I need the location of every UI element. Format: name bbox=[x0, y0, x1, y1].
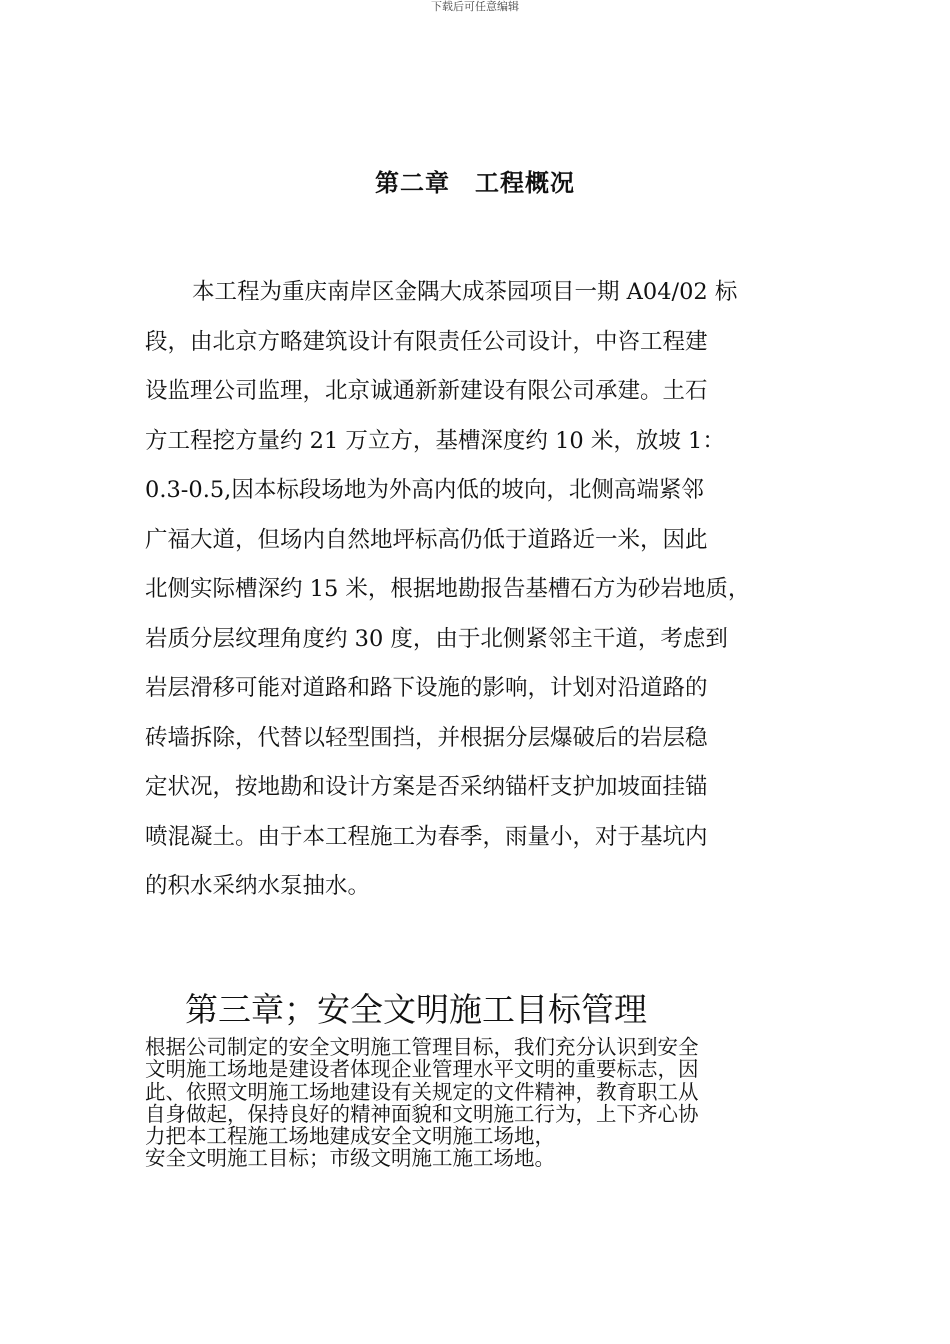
paragraph-line: 本工程为重庆南岸区金隅大成茶园项目一期 A04/02 标 bbox=[192, 279, 738, 305]
paragraph-line: 砖墙拆除，代替以轻型围挡，并根据分层爆破后的岩层稳 bbox=[145, 724, 708, 751]
paragraph-line: 定状况，按地勘和设计方案是否采纳锚杆支护加坡面挂锚 bbox=[145, 774, 708, 800]
paragraph-line: 的积水采纳水泵抽水。 bbox=[145, 873, 371, 899]
paragraph-line: 喷混凝土。由于本工程施工为春季，雨量小，对于基坑内 bbox=[145, 823, 708, 850]
chapter-2-heading: 第二章 工程概况 bbox=[375, 169, 575, 197]
chapter-3-paragraph bbox=[145, 1036, 835, 1170]
paragraph-line: 此、依照文明施工场地建设有关规定的文件精神，教育职工从 bbox=[145, 1079, 699, 1104]
page-header-note: 下载后可任意编辑 bbox=[431, 0, 519, 13]
paragraph-line: 根据公司制定的安全文明施工管理目标，我们充分认识到安全 bbox=[145, 1035, 699, 1059]
paragraph-line: 0.3-0.5,因本标段场地为外高内低的坡向，北侧高端紧邻 bbox=[145, 477, 704, 503]
paragraph-line: 北侧实际槽深约 15 米，根据地勘报告基槽石方为砂岩地质， bbox=[145, 576, 751, 602]
paragraph-line: 岩质分层纹理角度约 30 度，由于北侧紧邻主干道，考虑到 bbox=[145, 625, 728, 652]
paragraph-line: 文明施工场地是建设者体现企业管理水平文明的重要标志，因 bbox=[145, 1057, 699, 1082]
paragraph-line: 安全文明施工目标；市级文明施工施工场地。 bbox=[145, 1146, 555, 1171]
chapter-2-paragraph bbox=[145, 268, 835, 912]
chapter-3-heading: 第三章；安全文明施工目标管理 bbox=[185, 990, 647, 1029]
paragraph-line: 广福大道，但场内自然地坪标高仍低于道路近一米，因此 bbox=[145, 526, 708, 553]
paragraph-line: 力把本工程施工场地建成安全文明施工场地， bbox=[145, 1124, 555, 1149]
paragraph-line: 段，由北京方略建筑设计有限责任公司设计，中咨工程建 bbox=[145, 328, 708, 355]
paragraph-line: 岩层滑移可能对道路和路下设施的影响，计划对沿道路的 bbox=[145, 675, 708, 701]
paragraph-line: 自身做起，保持良好的精神面貌和文明施工行为，上下齐心协 bbox=[145, 1101, 699, 1126]
paragraph-line: 方工程挖方量约 21 万立方，基槽深度约 10 米，放坡 1： bbox=[145, 427, 725, 454]
paragraph-line: 设监理公司监理，北京诚通新新建设有限公司承建。土石 bbox=[145, 378, 708, 404]
